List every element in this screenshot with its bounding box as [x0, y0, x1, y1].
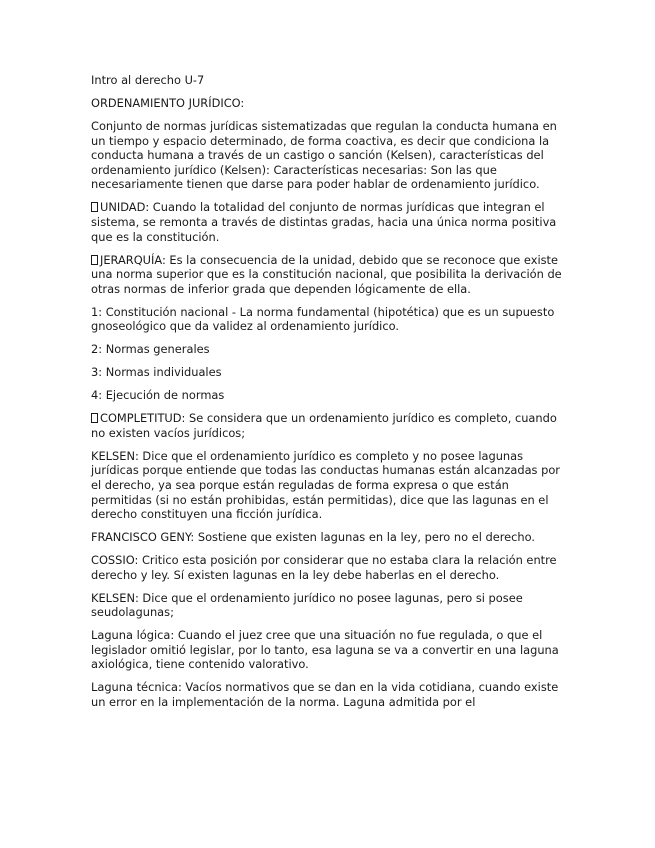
list-item-1: 1: Constitución nacional - La norma fundamental (hipotética) que es un supuesto gnoseológico que da validez al ordenamiento jurídico. [91, 304, 555, 334]
document-title: Intro al derecho U-7 [91, 73, 205, 87]
paragraph-kelsen-1: KELSEN: Dice que el ordenamiento jurídico es completo y no posee lagunas jurídicas porque entiende que todas las conductas humanas están alcanzadas por el derecho, ya sea porque están reguladas de forma expresa o que están permitidas (si no están prohibidas, están permitidas), dice que las lagunas en el derecho constituyen una ficción jurídica. [91, 448, 560, 522]
paragraph-completitud [91, 411, 565, 440]
paragraph-completitud-text: COMPLETITUD: Se considera que un ordenamiento jurídico es completo, cuando no existen vacíos jurídicos; [91, 411, 557, 440]
list-item-4: 4: Ejecución de normas [91, 388, 225, 403]
section-heading: ORDENAMIENTO JURÍDICO: [91, 95, 245, 110]
paragraph-definition: Conjunto de normas jurídicas sistematizadas que regulan la conducta humana en un tiempo y espacio determinado, de forma coactiva, es decir que condiciona la conducta humana a través de un castigo o sanción (Kelsen), características del ordenamiento jurídico (Kelsen): Características necesarias: Son las que necesariamente tienen que darse para poder hablar de ordenamiento jurídico. [91, 118, 557, 192]
paragraph-laguna-logica: Laguna lógica: Cuando el juez cree que una situación no fue regulada, o que el legislador omitió legislar, por lo tanto, esa laguna se va a convertir en una laguna axiológica, tiene contenido valorativo. [91, 628, 559, 672]
paragraph-cossio: COSSIO: Critico esta posición por considerar que no estaba clara la relación entre derecho y ley. Sí existen lagunas en la ley debe haberlas en el derecho. [91, 553, 557, 582]
paragraph-unidad [91, 200, 565, 244]
paragraph-laguna-tecnica: Laguna técnica: Vacíos normativos que se dan en la vida cotidiana, cuando existe un error en la implementación de la norma. Laguna admitida por el [91, 680, 559, 710]
bullet-box-icon [91, 202, 98, 212]
bullet-box-icon [91, 255, 98, 265]
list-item-3: 3: Normas individuales [91, 365, 222, 380]
list-item-2: 2: Normas generales [91, 342, 210, 357]
paragraph-jerarquia [91, 253, 565, 297]
paragraph-jerarquia-text: JERARQUÍA: Es la consecuencia de la unidad, debido que se reconoce que existe una norma superior que es la constitución nacional, que posibilita la derivación de otras normas de inferior grada que dependen lógicamente de ella. [91, 252, 562, 296]
paragraph-kelsen-2: KELSEN: Dice que el ordenamiento jurídico no posee lagunas, pero si posee seudolagunas; [91, 590, 523, 620]
paragraph-unidad-text: UNIDAD: Cuando la totalidad del conjunto de normas jurídicas que integran el sistema, se remonta a través de distintas gradas, hacia una única norma positiva que es la constitución. [91, 200, 557, 244]
bullet-box-icon [91, 413, 98, 423]
document-body [91, 73, 565, 718]
paragraph-geny: FRANCISCO GENY: Sostiene que existen lagunas en la ley, pero no el derecho. [91, 530, 536, 545]
